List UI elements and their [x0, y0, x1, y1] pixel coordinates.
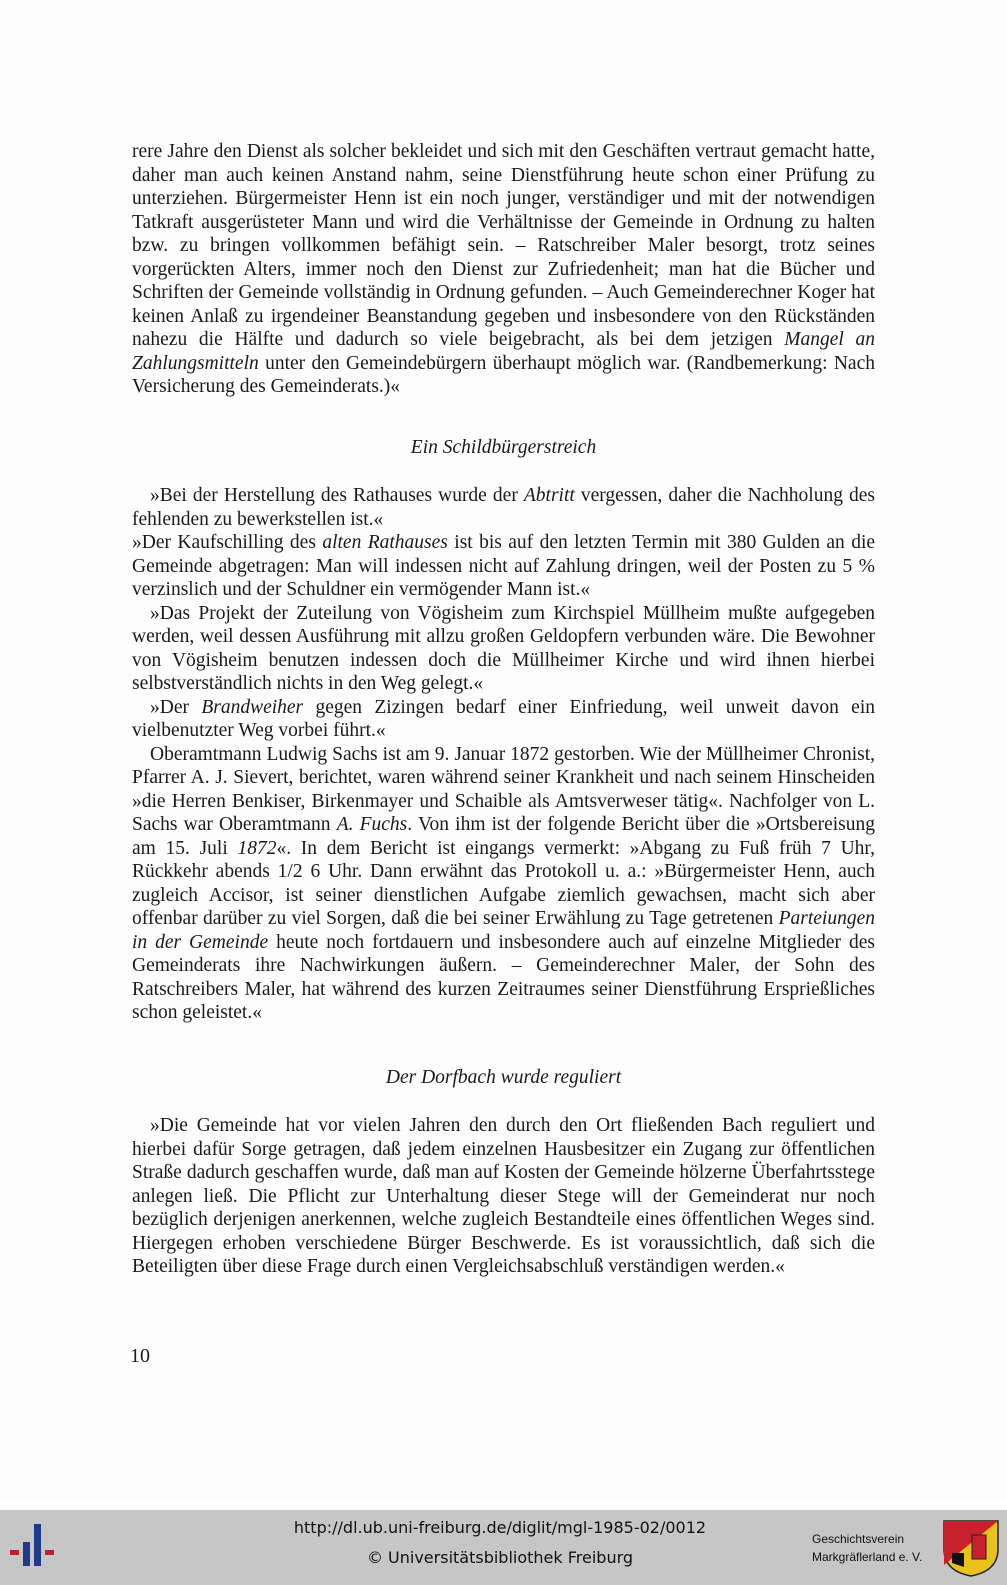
section-heading-2-wrap: [132, 1066, 875, 1090]
paragraph-5: »Der Brandweiher gegen Zizingen bedarf einer Einfriedung, weil unweit davon ein vielbenutzter Weg vorbei führt.«: [132, 696, 875, 741]
coat-of-arms-icon: [942, 1519, 1000, 1577]
ub-freiburg-logo-icon: [6, 1520, 64, 1575]
paragraph-1: rere Jahre den Dienst als solcher bekleidet und sich mit den Geschäften vertraut gemacht hatte, daher man auch keinen Anstand nahm, seine Dienstführung heute schon einer Prüfung zu unterziehen. Bürgermeister Henn ist ein noch junger, verständiger und mit der notwendigen Tatkraft ausgerüsteter Mann und wird die Verhältnisse der Gemeinde in Ordnung zu halten bzw. zu bringen vollkommen befähigt sein. – Ratschreiber Maler besorgt, trotz seines vorgerückten Alters, immer noch den Dienst zur Zufriedenheit; man hat die Bücher und Schriften der Gemeinde vollständig in Ordnung gefunden. – Auch Gemeinderechner Koger hat keinen Anlaß zu irgendeiner Beanstandung gegeben und insbesondere von den Rückständen nahezu die Hälfte und dadurch so viele beigebracht, als bei dem jetzigen Mangel an Zahlungsmitteln unter den Gemeindebürgern überhaupt möglich war. (Randbemerkung: Nach Versicherung des Gemeinderats.)«: [132, 141, 875, 397]
body-text-middle: [132, 484, 875, 1025]
page-number: 10: [130, 1345, 150, 1367]
paragraph-6: Oberamtmann Ludwig Sachs ist am 9. Januar 1872 gestorben. Wie der Müllheimer Chronist, Pfarrer A. J. Sievert, berichtet, waren während seiner Krankheit und nach seinem Hinscheiden »die Herren Benkiser, Birkenmayer und Schaible als Amtsverweser tätig«. Nachfolger von L. Sachs war Oberamtmann A. Fuchs. Von ihm ist der folgende Bericht über die »Ortsbereisung am 15. Juli 1872«. In dem Bericht ist eingangs vermerkt: »Abgang zu Fuß früh 7 Uhr, Rückkehr abends 1/2 6 Uhr. Dann erwähnt das Protokoll u. a.: »Bürgermeister Henn, auch zugleich Accisor, ist seiner dienstlichen Aufgabe ziemlich gewachsen, macht sich aber offenbar darüber zu viel Sorgen, daß die bei seiner Erwählung zu Tage getretenen Parteiungen in der Gemeinde heute noch fortdauern und insbesondere auch auf einzelne Mitglieder des Gemeinderats ihre Nachwirkungen äußern. – Gemeinderechner Maler, der Sohn des Ratschreibers Maler, hat während des kurzen Zeitraumes seiner Dienstführung Ersprießliches schon geleistet.«: [132, 743, 876, 1023]
body-text-bottom: [132, 1114, 875, 1279]
emphasis-mangel: Mangel an Zahlungsmitteln: [132, 329, 875, 374]
paragraph-4: »Das Projekt der Zuteilung von Vögisheim zum Kirchspiel Müllheim mußte aufgegeben werden, weil dessen Ausführung mit allzu großen Geldopfern verbunden wäre. Die Bewohner von Vögisheim benutzen indessen doch die Müllheimer Kirche und wird ihnen hierbei selbstverständlich nichts in den Weg gelegt.«: [132, 602, 875, 694]
body-text-top: [132, 140, 875, 399]
society-name-line2: Markgräflerland e. V.: [812, 1550, 923, 1564]
paragraph-7: »Die Gemeinde hat vor vielen Jahren den durch den Ort fließenden Bach reguliert und hierbei dafür Sorge getragen, daß jedem einzelnen Hausbesitzer ein Zugang zur öffentlichen Straße dadurch geschaffen wurde, daß man auf Kosten der Gemeinde hölzerne Überfahrtsstege anlegen ließ. Die Pflicht zur Unterhaltung dieser Stege will der Gemeinderat nur noch bezüglich derjenigen anerkennen, welche zugleich Bestandteile eines öffentlichen Weges sind. Hiergegen erhoben verschiedene Bürger Beschwerde. Es ist voraussichtlich, daß sich die Beteiligten über diese Frage durch einen Vergleichsabschluß verständigen werden.«: [132, 1115, 875, 1277]
footer-copyright: © Universitätsbibliothek Freiburg: [366, 1548, 634, 1567]
footer-bar: [0, 1510, 1007, 1585]
section-heading-schildbuergerstreich: Ein Schildbürgerstreich: [410, 437, 597, 458]
paragraph-3: »Der Kaufschilling des alten Rathauses ist bis auf den letzten Termin mit 380 Gulden an die Gemeinde abgetragen: Man will indessen nicht auf Zahlung dringen, weil der Posten zu 5 % verzinslich und der Schuldner ein vermögender Mann ist.«: [132, 532, 876, 600]
section-heading-dorfbach: Der Dorfbach wurde reguliert: [385, 1067, 622, 1088]
paragraph-2: »Bei der Herstellung des Rathauses wurde der Abtritt vergessen, daher die Nachholung des fehlenden zu bewerkstellen ist.«: [132, 485, 876, 530]
society-name-line1: Geschichtsverein: [812, 1532, 905, 1546]
footer-url[interactable]: http://dl.ub.uni-freiburg.de/diglit/mgl-1985-02/0012: [293, 1518, 707, 1537]
section-heading-1-wrap: [132, 436, 875, 460]
